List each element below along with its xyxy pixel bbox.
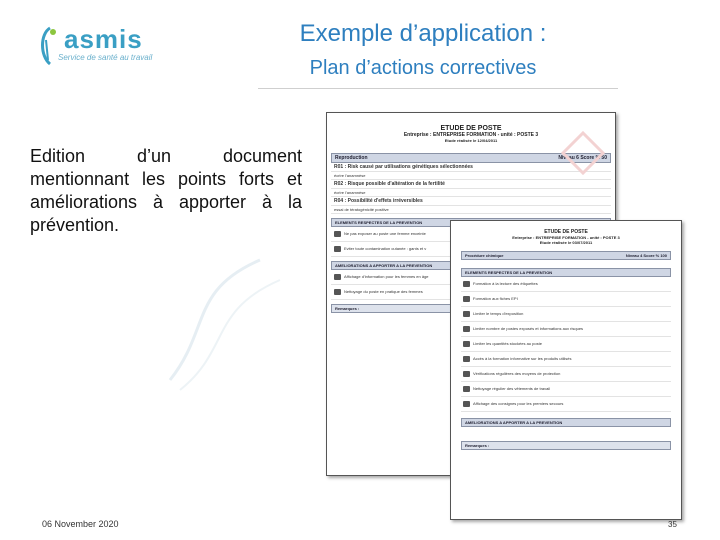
person-icon: [463, 371, 470, 377]
person-icon: [334, 274, 341, 280]
doc1-subtitle: Entreprise : ENTREPRISE FORMATION - unité : POSTE 3: [403, 132, 539, 138]
doc2-section-respected: ELEMENTS RESPECTES DE LA PREVENTION: [461, 268, 671, 277]
list-item: Nettoyage régulier des vêtements de travail: [461, 382, 671, 397]
doc2-section-improvements: AMELIORATIONS A APPORTER A LA PREVENTION: [461, 418, 671, 427]
job-study-document-2: [450, 220, 682, 520]
list-item: Limiter nombre de postes exposés et informations aux risques: [461, 322, 671, 337]
list-item: Vérifications régulières des moyens de protection: [461, 367, 671, 382]
doc2-risk-cols: Niveau 4 Score % 100: [625, 253, 667, 258]
person-icon: [463, 386, 470, 392]
person-icon: [463, 326, 470, 332]
list-item: écrire l'anamnèse: [331, 189, 611, 197]
slide-subtitle: Plan d’actions correctives: [309, 57, 537, 79]
list-item: R02 : Risque possible d'altération de la fertilité: [331, 180, 611, 189]
doc2-meta: Etude réalisée le 03/07/2011: [539, 240, 593, 245]
asmis-logo: [36, 20, 166, 70]
doc1-meta: Etude réalisée le 12/04/2011: [444, 138, 498, 143]
body-text: Edition d’un document mentionnant les points forts et améliorations à apporter à la prévention.: [30, 146, 302, 235]
logo-wordmark: asmis: [64, 24, 143, 54]
list-item: écrire l'anamnèse: [331, 172, 611, 180]
person-icon: [463, 356, 470, 362]
doc1-section-improvements: AMELIORATIONS A APPORTER A LA PREVENTION: [331, 261, 611, 270]
doc2-risk-bar: [461, 251, 671, 260]
person-icon: [334, 246, 341, 252]
list-item: Limiter les quantités stockées au poste: [461, 337, 671, 352]
list-item: Formation à la lecture des étiquettes: [461, 277, 671, 292]
list-item: Affichage d'information pour les femmes en âge: [331, 270, 611, 285]
list-item: Formation aux fiches EPI: [461, 292, 671, 307]
doc1-risk-header: Reproduction: [335, 155, 368, 161]
background-swirl-decoration: [150, 250, 300, 400]
list-item: essai de tératogénicité positive: [331, 206, 611, 214]
person-icon: [463, 311, 470, 317]
logo-tagline: Service de santé au travail: [58, 53, 153, 62]
list-item: Limiter le temps d'exposition: [461, 307, 671, 322]
person-icon: [463, 281, 470, 287]
doc2-risk-header: Procédure chimique: [465, 253, 504, 258]
doc2-remarks: Remarques :: [461, 441, 671, 450]
person-icon: [463, 296, 470, 302]
doc2-title: ETUDE DE POSTE: [544, 229, 588, 235]
doc1-section-respected: ELEMENTS RESPECTES DE LA PREVENTION: [331, 218, 611, 227]
list-item: R01 : Risk causé par utilisations génétiques sélectionnées: [331, 163, 611, 172]
person-icon: [463, 341, 470, 347]
doc1-risk-cols: Niveau 6 Score % 50: [558, 155, 607, 161]
doc1-remarks: Remarques :: [331, 304, 611, 313]
list-item: Nettoyage du poste en pratique des femmes: [331, 285, 611, 300]
footer-date: 06 November 2020: [42, 519, 119, 529]
list-item: Eviter toute contamination cutanée : gants et v: [331, 242, 611, 257]
person-icon: [334, 231, 341, 237]
person-icon: [463, 401, 470, 407]
doc1-title: ETUDE DE POSTE: [440, 125, 502, 132]
page-number: 35: [668, 520, 677, 529]
person-icon: [334, 289, 341, 295]
list-item: Affichage des consignes pour les premiers secours: [461, 397, 671, 412]
doc2-subtitle: Entreprise : ENTREPRISE FORMATION - unité : POSTE 3: [512, 235, 620, 240]
slide-title: Exemple d’application :: [299, 20, 547, 47]
list-item: R04 : Possibilité d'effets irréversibles: [331, 197, 611, 206]
title-divider: [258, 88, 618, 89]
list-item: Ne pas exposer au poste une femme enceinte: [331, 227, 611, 242]
list-item: Accès à la formation informative sur les produits utilisés: [461, 352, 671, 367]
